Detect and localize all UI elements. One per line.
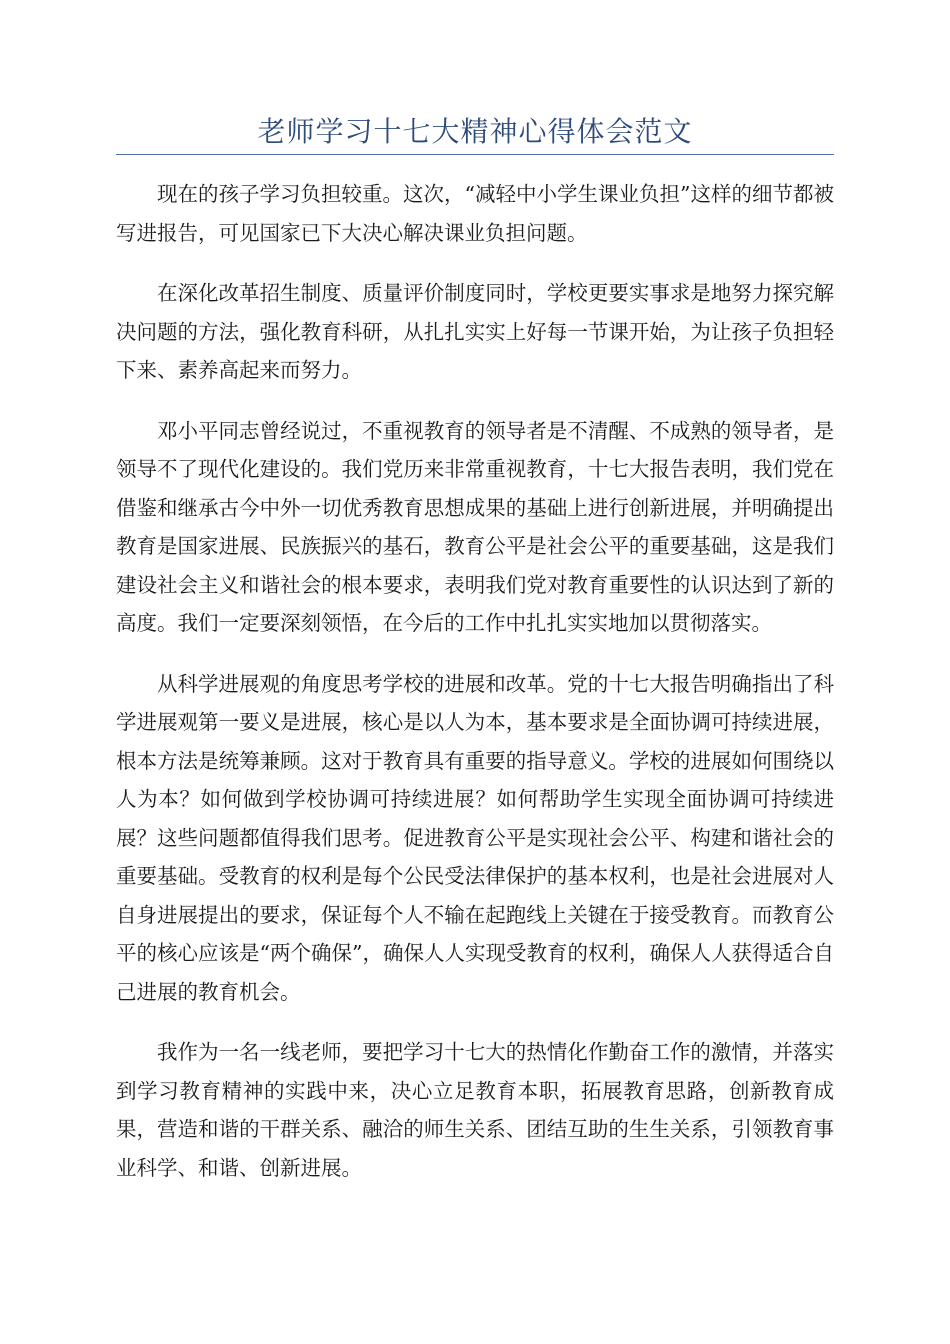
paragraph-5: 我作为一名一线老师，要把学习十七大的热情化作勤奋工作的激情，并落实到学习教育精神的实践中来，决心立足教育本职，拓展教育思路，创新教育成果，营造和谐的干群关系、融洽的师生关系、团结互助的生生关系，引领教育事业科学、和谐、创新进展。	[116, 1040, 834, 1180]
title-underline	[116, 154, 834, 155]
paragraph-4: 从科学进展观的角度思考学校的进展和改革。党的十七大报告明确指出了科学进展观第一要义是进展，核心是以人为本，基本要求是全面协调可持续进展，根本方法是统筹兼顾。这对于教育具有重要的指导意义。学校的进展如何围绕以人为本？如何做到学校协调可持续进展？如何帮助学生实现全面协调可持续进展？这些问题都值得我们思考。促进教育公平是实现社会公平、构建和谐社会的重要基础。受教育的权利是每个公民受法律保护的基本权利，也是社会进展对人自身进展提出的要求，保证每个人不输在起跑线上关键在于接受教育。而教育公平的核心应该是“两个确保”，确保人人实现受教育的权利，确保人人获得适合自己进展的教育机会。	[116, 671, 834, 1004]
document-title: 老师学习十七大精神心得体会范文	[257, 115, 693, 148]
paragraph-1: 现在的孩子学习负担较重。这次，“减轻中小学生课业负担”这样的细节都被写进报告，可见国家已下大决心解决课业负担问题。	[116, 182, 834, 245]
paragraph-3: 邓小平同志曾经说过，不重视教育的领导者是不清醒、不成熟的领导者，是领导不了现代化建设的。我们党历来非常重视教育，十七大报告表明，我们党在借鉴和继承古今中外一切优秀教育思想成果的基础上进行创新进展，并明确提出教育是国家进展、民族振兴的基石，教育公平是社会公平的重要基础，这是我们建设社会主义和谐社会的根本要求，表明我们党对教育重要性的认识达到了新的高度。我们一定要深刻领悟，在今后的工作中扎扎实实地加以贯彻落实。	[116, 418, 834, 635]
document-body	[116, 175, 834, 1209]
paragraph-2: 在深化改革招生制度、质量评价制度同时，学校更要实事求是地努力探究解决问题的方法，强化教育科研，从扎扎实实上好每一节课开始，为让孩子负担轻下来、素养高起来而努力。	[116, 281, 834, 382]
